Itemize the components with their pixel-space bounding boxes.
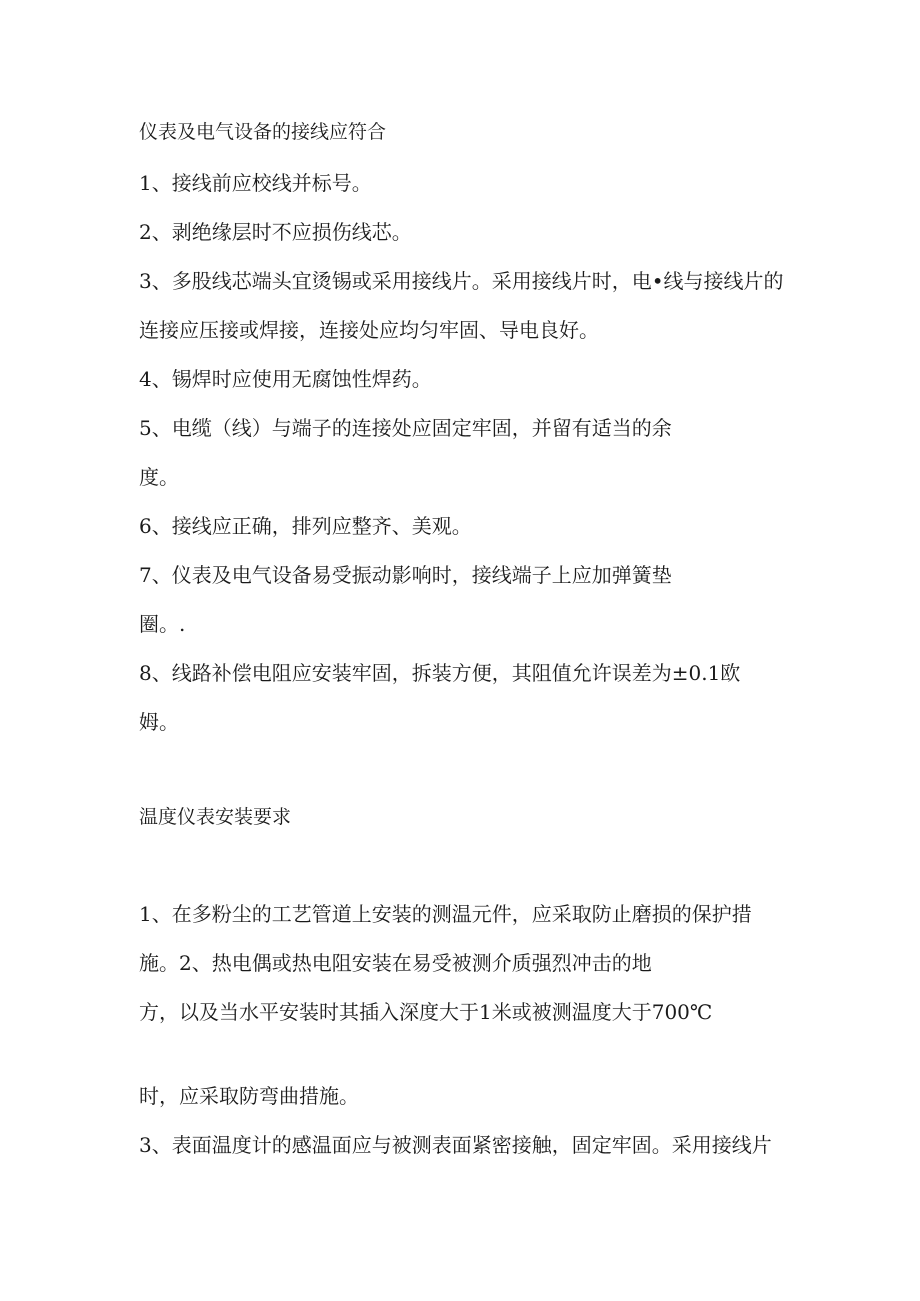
paragraph-line: 姆。 — [139, 710, 179, 734]
paragraph-line: 方，以及当水平安装时其插入深度大于1米或被测温度大于700℃ — [139, 1000, 713, 1024]
paragraph-line: 时，应采取防弯曲措施。 — [139, 1084, 359, 1108]
paragraph-line: 施。2、热电偶或热电阻安装在易受被测介质强烈冲击的地 — [139, 951, 652, 975]
paragraph-line: 度。 — [139, 465, 179, 489]
paragraph-line: 连接应压接或焊接，连接处应均匀牢固、导电良好。 — [139, 318, 599, 342]
paragraph-line: 6、接线应正确，排列应整齐、美观。 — [139, 514, 472, 538]
paragraph-line: 1、在多粉尘的工艺管道上安装的测温元件，应采取防止磨损的保护措 — [139, 902, 752, 926]
paragraph-line: 5、电缆（线）与端子的连接处应固定牢固，并留有适当的余 — [139, 416, 672, 440]
paragraph-line: 2、剥绝缘层时不应损伤线芯。 — [139, 220, 412, 244]
paragraph-line: 1、接线前应校线并标号。 — [139, 171, 372, 195]
section-heading-temperature: 温度仪表安装要求 — [139, 806, 292, 828]
section-heading-wiring: 仪表及电气设备的接线应符合 — [139, 121, 387, 143]
paragraph-line: 4、锡焊时应使用无腐蚀性焊药。 — [139, 367, 432, 391]
paragraph-line: 圈。. — [139, 612, 186, 636]
paragraph-line: 8、线路补偿电阻应安装牢固，拆装方便，其阻值允许误差为±0.1欧 — [139, 661, 741, 685]
paragraph-line: 3、多股线芯端头宜烫锡或采用接线片。采用接线片时，电•线与接线片的 — [139, 269, 784, 293]
paragraph-line: 7、仪表及电气设备易受振动影响时，接线端子上应加弹簧垫 — [139, 563, 672, 587]
paragraph-line: 3、表面温度计的感温面应与被测表面紧密接触，固定牢固。采用接线片 — [139, 1133, 772, 1157]
